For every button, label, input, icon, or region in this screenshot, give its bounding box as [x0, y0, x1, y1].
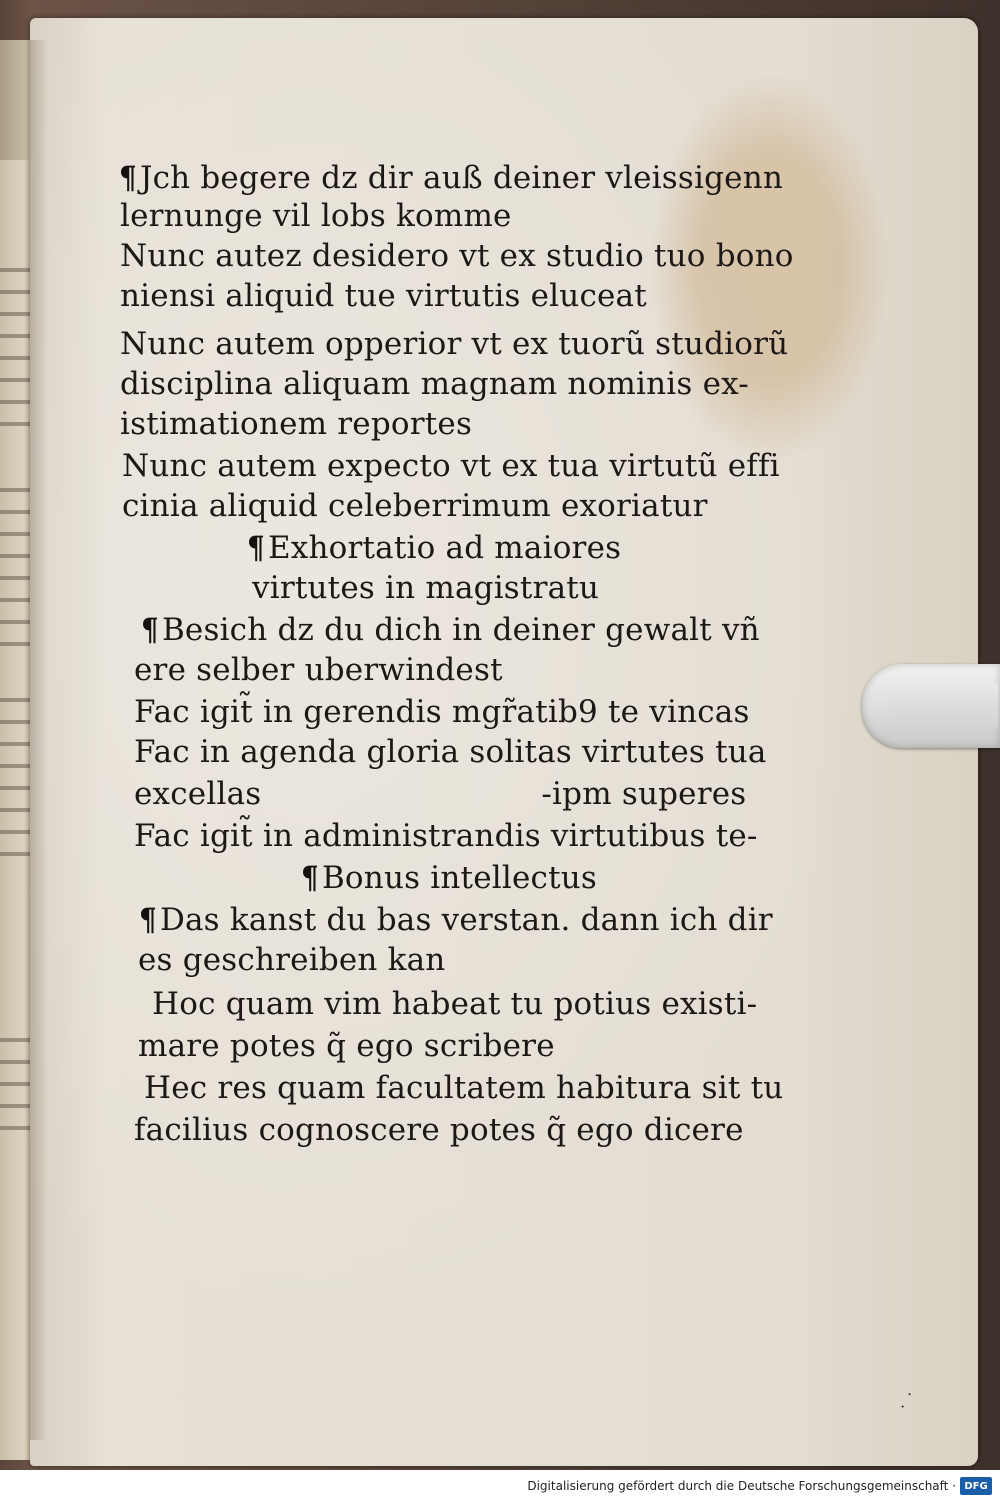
text-line-5: Nunc autem opperior vt ex tuorũ studiorũ: [120, 326, 789, 362]
text-line-20: es geschreiben kan: [138, 942, 446, 978]
paragraph-mark-icon: ¶: [118, 160, 137, 196]
text-line-1: ¶Jch begere dz dir auß deiner vleissigenn: [118, 160, 784, 196]
text-line-3: Nunc autez desidero vt ex studio tuo bono: [120, 238, 794, 274]
text-line-17: Fac igit̃ in administrandis virtutibus te-: [134, 818, 758, 854]
page-clip-inner: [888, 684, 998, 728]
text-line-9: cinia aliquid celeberrimum exoriatur: [122, 488, 708, 524]
paragraph-mark-icon: ¶: [300, 860, 319, 896]
text-line-4: niensi aliquid tue virtutis eluceat: [120, 278, 647, 314]
text-line-7: istimationem reportes: [120, 406, 473, 442]
text-line-14: Fac igit̃ in gerendis mgr̃atib9 te vincas: [134, 694, 750, 730]
page-gutter-shadow: [30, 40, 48, 1440]
text-line-23: Hec res quam facultatem habitura sit tu: [144, 1070, 784, 1106]
text-line-21: Hoc quam vim habeat tu potius existi-: [152, 986, 758, 1022]
text-line-16: excellas -ipm superes: [134, 776, 747, 812]
text-line-2: lernunge vil lobs komme: [120, 198, 512, 234]
paragraph-mark-icon: ¶: [140, 612, 159, 648]
ink-marks: · ·: [893, 1385, 921, 1414]
text-line-12: ¶Besich dz du dich in deiner gewalt vñ: [140, 612, 760, 648]
text-line-18: ¶Bonus intellectus: [300, 860, 598, 896]
paragraph-mark-icon: ¶: [138, 902, 157, 938]
text-line-6: disciplina aliquam magnam nominis ex-: [120, 366, 749, 402]
text-line-8: Nunc autem expecto vt ex tua virtutũ effi: [122, 448, 780, 484]
funding-credit: Digitalisierung gefördert durch die Deutsche Forschungsgemeinschaft ·: [527, 1479, 956, 1493]
footer-bar: [0, 1470, 1000, 1504]
dfg-logo-icon: DFG: [960, 1477, 992, 1495]
text-line-13: ere selber uberwindest: [134, 652, 503, 688]
text-line-22: mare potes q̃ ego scribere: [138, 1028, 555, 1064]
paragraph-mark-icon: ¶: [246, 530, 265, 566]
text-line-19: ¶Das kanst du bas verstan. dann ich dir: [138, 902, 773, 938]
text-line-11: virtutes in magistratu: [252, 570, 600, 606]
text-line-15: Fac in agenda gloria solitas virtutes tua: [134, 734, 767, 770]
text-line-24: facilius cognoscere potes q̃ ego dicere: [134, 1112, 744, 1148]
text-line-10: ¶Exhortatio ad maiores: [246, 530, 622, 566]
